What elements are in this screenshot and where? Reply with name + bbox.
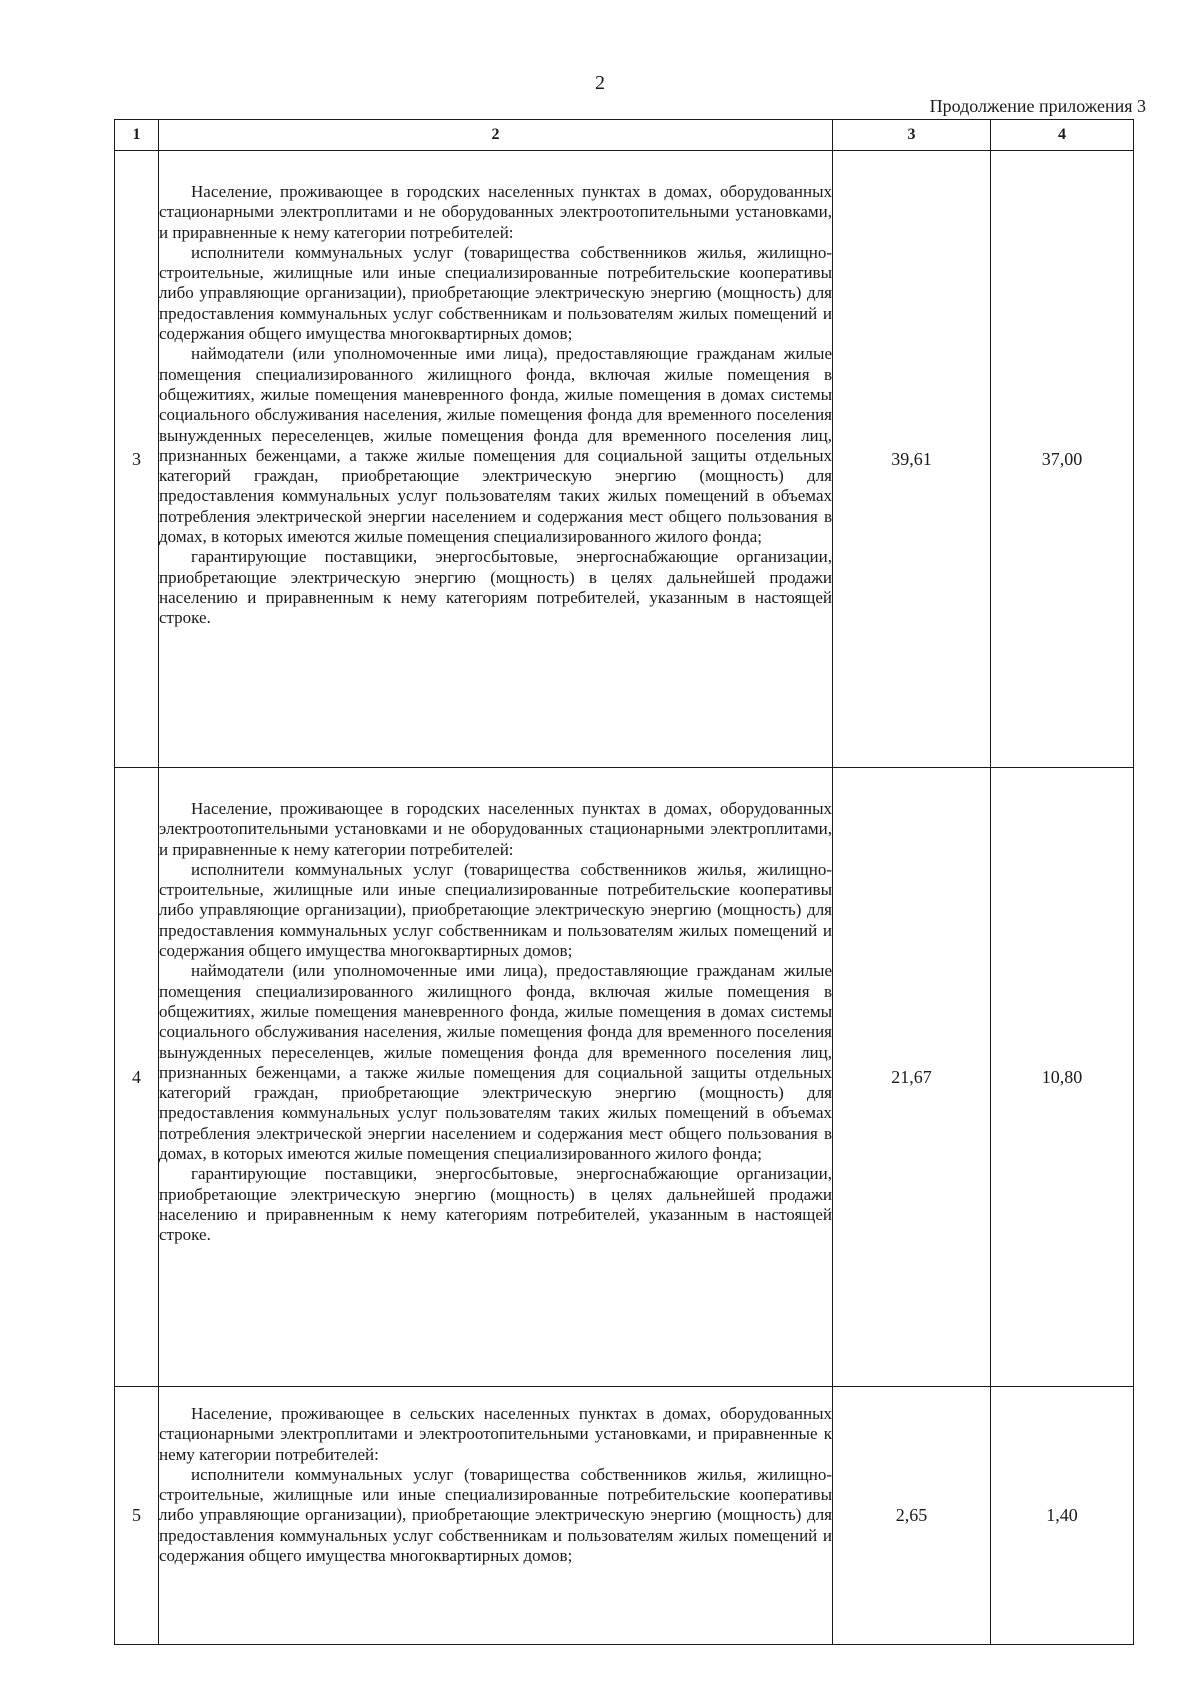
description-paragraph: исполнители коммунальных услуг (товарищества собственников жилья, жилищно-строительные, жилищные или иные специализированные потребительские кооперативы либо управляющие организации), приобретающие электрическую энергию (мощность) для предоставления коммунальных услуг собственникам и пользователям жилых помещений и содержания общего имущества многоквартирных домов; (159, 859, 832, 961)
description-paragraph: наймодатели (или уполномоченные ими лица), предоставляющие гражданам жилые помещения специализированного жилищного фонда, включая жилые помещения в общежитиях, жилые помещения маневренного фонда, жилые помещения в домах системы социального обслуживания населения, жилые помещения фонда для временного поселения вынужденных переселенцев, жилые помещения фонда для временного поселения лиц, признанных беженцами, а также жилые помещения для социальной защиты отдельных категорий граждан, приобретающие электрическую энергию (мощность) для предоставления коммунальных услуг пользователям таких жилых помещений в объемах потребления электрической энергии населением и содержания мест общего пользования в домах, в которых имеются жилые помещения специализированного жилого фонда; (159, 344, 832, 547)
description-paragraph: Население, проживающее в городских населенных пунктах в домах, оборудованных стационарными электроплитами и не оборудованных электроотопительными установками, и приравненные к нему категории потребителей: (159, 182, 832, 242)
appendix-continuation-label: Продолжение приложения 3 (929, 96, 1146, 116)
value-column-3: 21,67 (833, 768, 991, 1387)
description-paragraph: гарантирующие поставщики, энергосбытовые, энергоснабжающие организации, приобретающие электрическую энергию (мощность) в целях дальнейшей продажи населению и приравненным к нему категориям потребителей, указанным в настоящей строке. (159, 547, 832, 628)
description-paragraph: Население, проживающее в сельских населенных пунктах в домах, оборудованных стационарными электроплитами и электроотопительными установками, и приравненные к нему категории потребителей: (159, 1404, 832, 1464)
value-column-3: 2,65 (833, 1387, 991, 1645)
row-number: 3 (115, 151, 159, 768)
row-description (159, 1387, 833, 1645)
value-column-3: 39,61 (833, 151, 991, 768)
table-row (115, 1387, 1134, 1645)
description-paragraph: гарантирующие поставщики, энергосбытовые, энергоснабжающие организации, приобретающие электрическую энергию (мощность) в целях дальнейшей продажи населению и приравненным к нему категориям потребителей, указанным в настоящей строке. (159, 1164, 832, 1245)
column-header-1: 1 (115, 120, 159, 151)
description-paragraph: наймодатели (или уполномоченные ими лица), предоставляющие гражданам жилые помещения специализированного жилищного фонда, включая жилые помещения в общежитиях, жилые помещения маневренного фонда, жилые помещения в домах системы социального обслуживания населения, жилые помещения фонда для временного поселения вынужденных переселенцев, жилые помещения фонда для временного поселения лиц, признанных беженцами, а также жилые помещения для социальной защиты отдельных категорий граждан, приобретающие электрическую энергию (мощность) для предоставления коммунальных услуг пользователям таких жилых помещений в объемах потребления электрической энергии населением и содержания мест общего пользования в домах, в которых имеются жилые помещения специализированного жилого фонда; (159, 961, 832, 1164)
value-column-4: 1,40 (991, 1387, 1134, 1645)
tariff-table (114, 119, 1134, 1645)
description-paragraph: исполнители коммунальных услуг (товарищества собственников жилья, жилищно-строительные, жилищные или иные специализированные потребительские кооперативы либо управляющие организации), приобретающие электрическую энергию (мощность) для предоставления коммунальных услуг собственникам и пользователям жилых помещений и содержания общего имущества многоквартирных домов; (159, 242, 832, 344)
row-description (159, 768, 833, 1387)
column-header-4: 4 (991, 120, 1134, 151)
table-row (115, 768, 1134, 1387)
column-header-2: 2 (159, 120, 833, 151)
row-number: 5 (115, 1387, 159, 1645)
row-description (159, 151, 833, 768)
page-number: 2 (595, 72, 605, 94)
value-column-4: 10,80 (991, 768, 1134, 1387)
description-paragraph: Население, проживающее в городских населенных пунктах в домах, оборудованных электроотопительными установками и не оборудованных стационарными электроплитами, и приравненные к нему категории потребителей: (159, 799, 832, 859)
table-row (115, 151, 1134, 768)
row-number: 4 (115, 768, 159, 1387)
description-paragraph: исполнители коммунальных услуг (товарищества собственников жилья, жилищно-строительные, жилищные или иные специализированные потребительские кооперативы либо управляющие организации), приобретающие электрическую энергию (мощность) для предоставления коммунальных услуг собственникам и пользователям жилых помещений и содержания общего имущества многоквартирных домов; (159, 1464, 832, 1566)
value-column-4: 37,00 (991, 151, 1134, 768)
table-header-row (115, 120, 1134, 151)
column-header-3: 3 (833, 120, 991, 151)
